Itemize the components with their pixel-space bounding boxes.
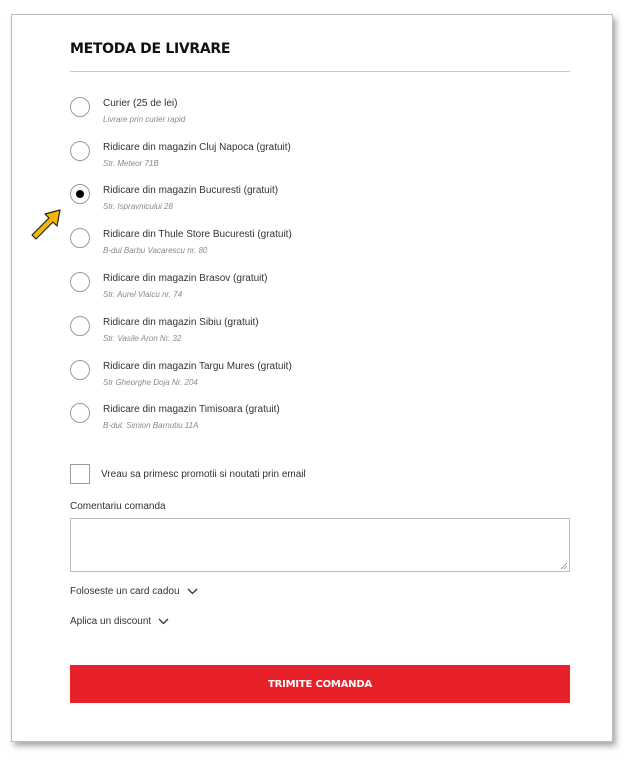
radio-button[interactable] — [70, 403, 90, 423]
chevron-down-icon — [158, 618, 169, 625]
option-label: Ridicare din magazin Cluj Napoca (gratuit) — [103, 142, 291, 153]
radio-button[interactable] — [70, 272, 90, 292]
radio-button[interactable] — [70, 228, 90, 248]
gift-card-label: Foloseste un card cadou — [70, 586, 180, 597]
option-label: Curier (25 de lei) — [103, 98, 178, 109]
option-address: Livrare prin curier rapid — [103, 115, 186, 124]
chevron-down-icon — [187, 588, 198, 595]
option-address: Str. Vasile Aron Nr. 32 — [103, 334, 182, 343]
comment-textarea[interactable] — [70, 518, 570, 572]
checkout-card — [11, 14, 613, 742]
arrow-pointer-icon — [29, 208, 63, 242]
shipping-option-timisoara[interactable] — [70, 403, 570, 443]
radio-button[interactable] — [70, 316, 90, 336]
radio-button[interactable] — [70, 360, 90, 380]
option-label: Ridicare din magazin Sibiu (gratuit) — [103, 317, 259, 328]
shipping-option-targu-mures[interactable] — [70, 360, 570, 400]
newsletter-checkbox[interactable] — [70, 464, 90, 484]
radio-button[interactable] — [70, 141, 90, 161]
shipping-option-thule-store[interactable] — [70, 228, 570, 268]
newsletter-label[interactable]: Vreau sa primesc promotii si noutati prin email — [101, 469, 306, 480]
shipping-option-curier[interactable] — [70, 97, 570, 137]
option-address: Str Gheorghe Doja Nr. 204 — [103, 378, 198, 387]
option-label: Ridicare din magazin Targu Mures (gratuit) — [103, 361, 292, 372]
option-address: Str. Ispravnicului 28 — [103, 202, 173, 211]
submit-order-button[interactable]: TRIMITE COMANDA — [70, 665, 570, 703]
option-label: Ridicare din Thule Store Bucuresti (gratuit) — [103, 229, 292, 240]
resize-grip-icon[interactable] — [560, 562, 568, 570]
shipping-option-cluj[interactable] — [70, 141, 570, 181]
comment-label: Comentariu comanda — [70, 501, 166, 512]
radio-button[interactable] — [70, 97, 90, 117]
gift-card-toggle[interactable] — [70, 586, 198, 597]
radio-button-selected[interactable] — [70, 184, 90, 204]
option-address: Str. Meteor 71B — [103, 159, 159, 168]
divider — [70, 71, 570, 72]
shipping-option-bucuresti[interactable] — [70, 184, 570, 224]
option-address: Str. Aurel Vlaicu nr. 74 — [103, 290, 183, 299]
section-title: METODA DE LIVRARE — [70, 41, 231, 57]
option-address: B-dul Barbu Vacarescu nr. 80 — [103, 246, 208, 255]
shipping-option-brasov[interactable] — [70, 272, 570, 312]
discount-label: Aplica un discount — [70, 616, 152, 627]
option-address: B-dul. Simion Barnutiu 11A — [103, 421, 199, 430]
option-label: Ridicare din magazin Bucuresti (gratuit) — [103, 185, 279, 196]
discount-toggle[interactable] — [70, 616, 169, 627]
option-label: Ridicare din magazin Timisoara (gratuit) — [103, 404, 280, 415]
shipping-option-sibiu[interactable] — [70, 316, 570, 356]
option-label: Ridicare din magazin Brasov (gratuit) — [103, 273, 268, 284]
radio-dot — [76, 190, 84, 198]
